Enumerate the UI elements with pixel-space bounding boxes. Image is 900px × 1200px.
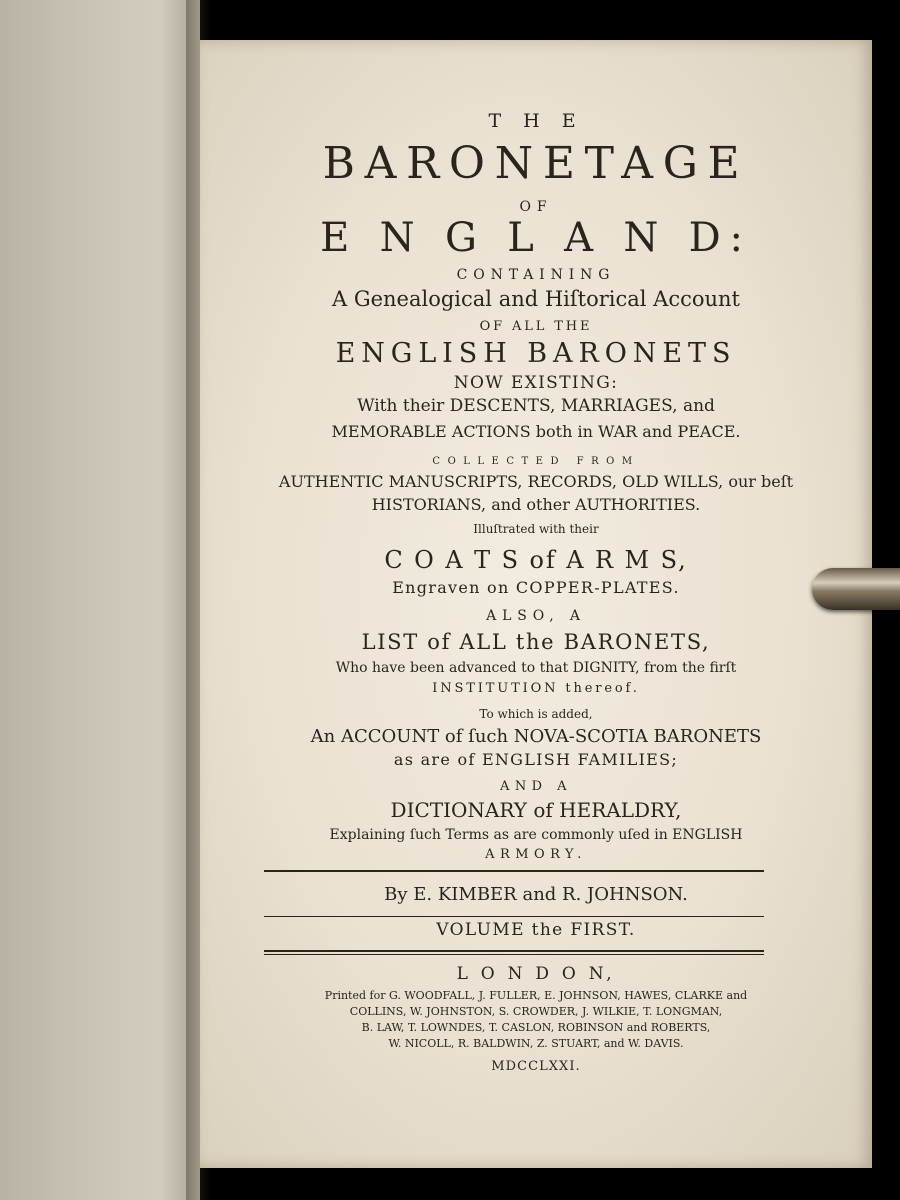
line-nova-scotia: An ACCOUNT of ſuch NOVA-SCOTIA BARONETS (310, 726, 762, 747)
line-genealogical-account: A Genealogical and Hiſtorical Account (331, 287, 740, 311)
line-authors: By E. KIMBER and R. JOHNSON. (384, 884, 688, 905)
line-english-families: as are of ENGLISH FAMILIES; (393, 750, 679, 769)
line-of-all-the: OF ALL THE (479, 319, 593, 334)
line-advanced-dignity: Who have been advanced to that DIGNITY, from the firſt (335, 660, 737, 676)
title-baronetage: BARONETAGE (322, 138, 750, 189)
rule-bottom (264, 950, 764, 952)
line-printers-2: COLLINS, W. JOHNSTON, S. CROWDER, J. WILKIE, T. LONGMAN, (349, 1005, 723, 1018)
line-printers-4: W. NICOLL, R. BALDWIN, Z. STUART, and W. DAVIS. (388, 1037, 684, 1050)
line-list-of-all: LIST of ALL the BARONETS, (361, 630, 711, 654)
line-collected-from: COLLECTED FROM (432, 456, 640, 467)
line-memorable-actions: MEMORABLE ACTIONS both in WAR and PEACE. (331, 422, 741, 441)
line-to-which-added: To which is added, (479, 707, 593, 721)
line-coats-of-arms: C O A T S of A R M S, (384, 546, 688, 574)
rule-top (264, 870, 764, 872)
line-date: MDCCLXXI. (491, 1059, 581, 1074)
line-and-a: AND A (499, 779, 572, 794)
rule-bottom-thin (264, 954, 764, 955)
bookmark-tab (812, 568, 900, 610)
line-now-existing: NOW EXISTING: (453, 373, 619, 393)
title-of: OF (519, 199, 553, 215)
title-england: E N G L A N D: (320, 215, 752, 261)
line-containing: CONTAINING (456, 267, 616, 283)
title-the: T H E (488, 110, 584, 132)
line-engraven: Engraven on COPPER-PLATES. (392, 578, 680, 597)
line-historians: HISTORIANS, and other AUTHORITIES. (371, 495, 701, 514)
line-explaining-terms: Explaining ſuch Terms as are commonly uſed in ENGLISH (329, 827, 743, 843)
line-london: L O N D O N, (456, 964, 616, 984)
line-descents-marriages: With their DESCENTS, MARRIAGES, and (357, 396, 715, 416)
line-printers-3: B. LAW, T. LOWNDES, T. CASLON, ROBINSON and ROBERTS, (361, 1021, 711, 1034)
line-also-a: ALSO, A (486, 608, 586, 624)
line-printers-1: Printed for G. WOODFALL, J. FULLER, E. JOHNSON, HAWES, CLARKE and (324, 989, 748, 1002)
line-authentic-manuscripts: AUTHENTIC MANUSCRIPTS, RECORDS, OLD WILLS, our beſt (278, 472, 794, 491)
rule-middle (264, 916, 764, 917)
line-dictionary-heraldry: DICTIONARY of HERALDRY, (390, 798, 682, 822)
line-volume: VOLUME the FIRST. (436, 920, 636, 940)
line-illustrated: Illuſtrated with their (473, 522, 599, 536)
title-page (200, 40, 872, 1168)
line-english-baronets: ENGLISH BARONETS (335, 338, 737, 369)
left-page (0, 0, 200, 1200)
line-armory: ARMORY. (485, 847, 587, 862)
line-institution: INSTITUTION thereof. (432, 681, 640, 696)
